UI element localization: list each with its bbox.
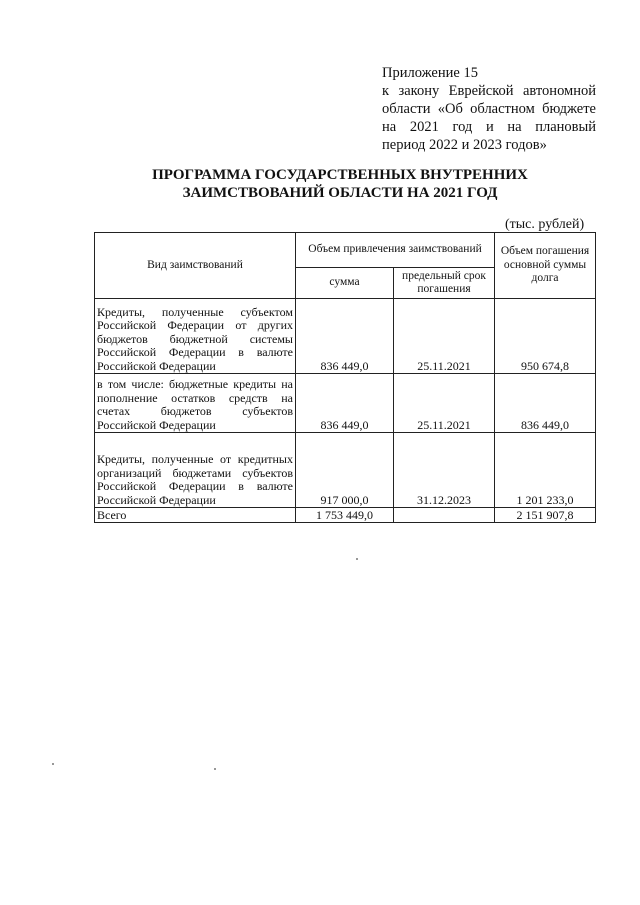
row-repayment: 2 151 907,8 [495, 508, 596, 523]
row-sum: 836 449,0 [296, 374, 394, 433]
header-repayment: Объем погашения основной суммы долга [495, 233, 596, 299]
appendix-block [382, 64, 596, 154]
row-description: Кредиты, полученные субъектом Российской Федерации от других бюджетов бюджетной системы Российской Федерации в валюте Российской Федерации [95, 299, 296, 374]
table-row-total [95, 508, 596, 523]
header-sum: сумма [296, 268, 394, 299]
title-line-1: ПРОГРАММА ГОСУДАРСТВЕННЫХ ВНУТРЕННИХ [152, 167, 528, 183]
table-header-row [95, 233, 596, 268]
row-deadline: 25.11.2021 [394, 374, 495, 433]
appendix-line: области «Об областном бюджете [382, 101, 596, 117]
row-deadline: 25.11.2021 [394, 299, 495, 374]
row-deadline: 31.12.2023 [394, 433, 495, 508]
units-label: (тыс. рублей) [505, 217, 585, 232]
row-repayment: 836 449,0 [495, 374, 596, 433]
appendix-line: период 2022 и 2023 годов» [382, 137, 547, 153]
scan-speck [214, 768, 216, 770]
appendix-line: к закону Еврейской автономной [382, 83, 596, 99]
header-attraction: Объем привлечения заимствований [296, 233, 495, 268]
row-repayment: 1 201 233,0 [495, 433, 596, 508]
row-repayment: 950 674,8 [495, 299, 596, 374]
row-deadline [394, 508, 495, 523]
row-description: Кредиты, полученные от кредитных организаций бюджетами субъектов Российской Федерации в валюте Российской Федерации [95, 433, 296, 508]
row-sum: 836 449,0 [296, 299, 394, 374]
scan-speck [356, 558, 358, 560]
table-row [95, 433, 596, 508]
row-sum: 1 753 449,0 [296, 508, 394, 523]
header-deadline: предельный срок погашения [394, 268, 495, 299]
table-row [95, 374, 596, 433]
appendix-line: Приложение 15 [382, 65, 478, 81]
document-title [120, 166, 560, 202]
header-kind: Вид заимствований [95, 233, 296, 299]
title-line-2: ЗАИМСТВОВАНИЙ ОБЛАСТИ НА 2021 ГОД [182, 185, 498, 201]
row-description: в том числе: бюджетные кредиты на пополнение остатков средств на счетах бюджетов субъектов Российской Федерации [95, 374, 296, 433]
appendix-line: на 2021 год и на плановый [382, 119, 596, 135]
scan-speck [52, 763, 54, 765]
borrowing-table [94, 232, 596, 523]
row-description: Всего [95, 508, 296, 523]
table-row [95, 299, 596, 374]
row-sum: 917 000,0 [296, 433, 394, 508]
